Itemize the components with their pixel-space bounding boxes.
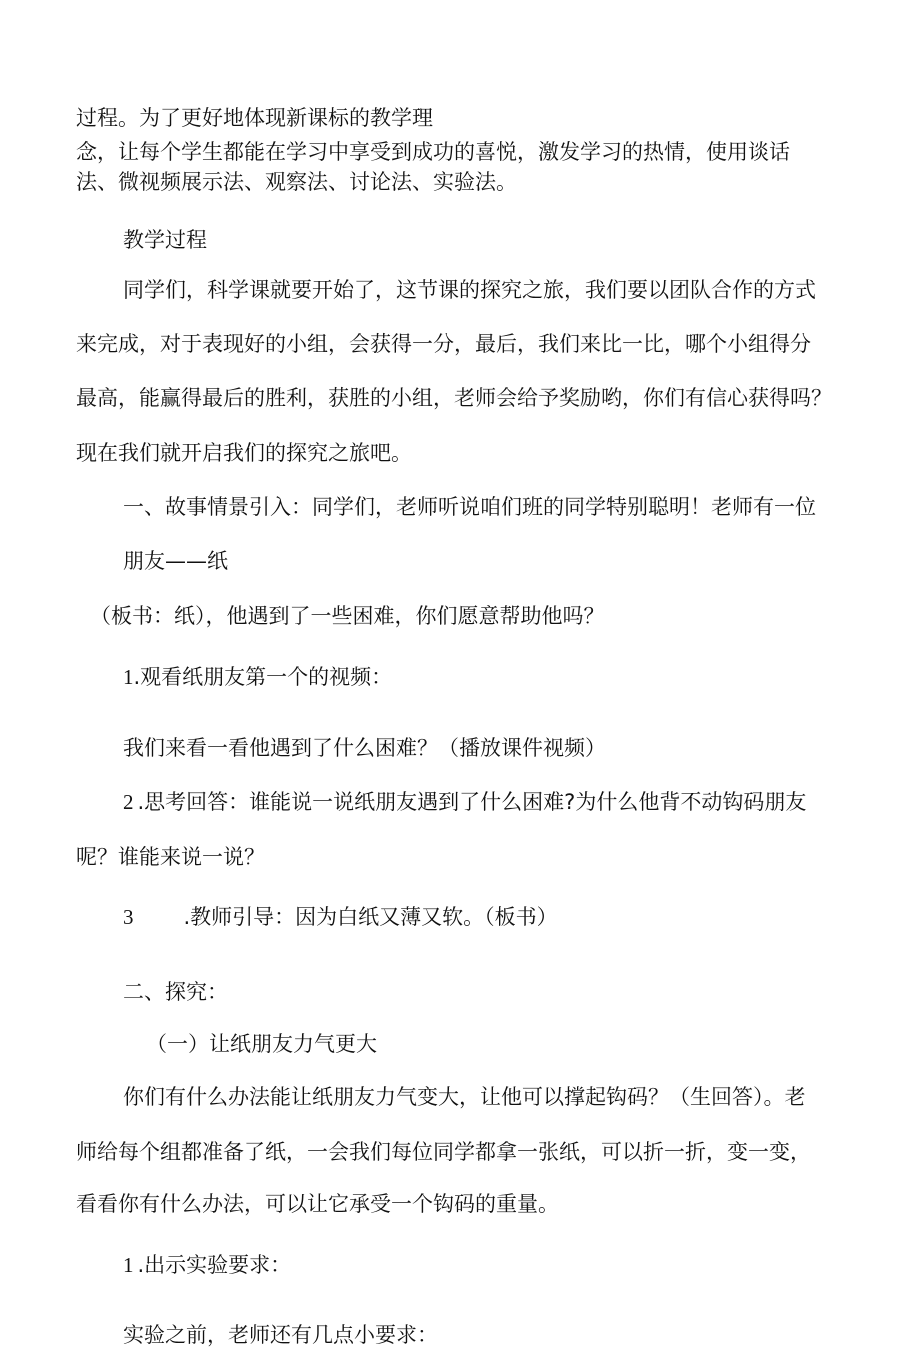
section2-step-1 bbox=[123, 1253, 291, 1278]
intro-line-2: 念，让每个学生都能在学习中享受到成功的喜悦，激发学习的热情，使用谈话 bbox=[76, 140, 790, 164]
step-text: .出示实验要求： bbox=[137, 1253, 292, 1277]
opening-line-4: 现在我们就开启我们的探究之旅吧。 bbox=[76, 441, 412, 465]
section1-step-1-detail: 我们来看一看他遇到了什么困难？（播放课件视频） bbox=[123, 736, 606, 760]
opening-line-2: 来完成，对于表现好的小组，会获得一分，最后，我们来比一比，哪个小组得分 bbox=[76, 332, 811, 356]
step-text: .教师引导：因为白纸又薄又软。（板书） bbox=[183, 905, 558, 929]
section1-step-3 bbox=[123, 905, 558, 930]
opening-line-3: 最高，能赢得最后的胜利，获胜的小组，老师会给予奖励哟，你们有信心获得吗？ bbox=[76, 386, 832, 410]
section1-step-2 bbox=[123, 790, 806, 815]
section1-step-2-continued: 呢？谁能来说一说？ bbox=[76, 845, 265, 869]
step-number: 2 bbox=[123, 790, 134, 814]
section1-step-1 bbox=[123, 665, 392, 690]
step-number: 3 bbox=[123, 905, 134, 929]
intro-line-3: 法、微视频展示法、观察法、讨论法、实验法。 bbox=[76, 170, 517, 194]
intro-line-1: 过程。为了更好地体现新课标的教学理 bbox=[76, 106, 433, 130]
opening-line-1: 同学们，科学课就要开始了，这节课的探究之旅，我们要以团队合作的方式 bbox=[123, 278, 816, 302]
step-number: 1 bbox=[123, 665, 134, 689]
section2-para-line-1: 你们有什么办法能让纸朋友力气变大，让他可以撑起钩码？（生回答）。老 bbox=[123, 1085, 806, 1109]
step-text: .思考回答：谁能说一说纸朋友遇到了什么困难?为什么他背不动钩码朋友 bbox=[137, 790, 807, 814]
section2-subheading: （一）让纸朋友力气更大 bbox=[146, 1032, 377, 1056]
process-heading: 教学过程 bbox=[123, 228, 207, 252]
step-text: .观看纸朋友第一个的视频： bbox=[133, 665, 393, 689]
section2-para-line-2: 师给每个组都准备了纸，一会我们每位同学都拿一张纸，可以折一折，变一变， bbox=[76, 1140, 811, 1164]
section2-heading: 二、探究： bbox=[123, 980, 228, 1004]
section1-line-3: （板书：纸），他遇到了一些困难，你们愿意帮助他吗？ bbox=[90, 604, 605, 628]
section2-step-1-detail: 实验之前，老师还有几点小要求： bbox=[123, 1323, 438, 1347]
section1-line-2: 朋友——纸 bbox=[123, 549, 228, 573]
step-number: 1 bbox=[123, 1253, 134, 1277]
section2-para-line-3: 看看你有什么办法，可以让它承受一个钩码的重量。 bbox=[76, 1192, 559, 1216]
section1-line-1: 一、故事情景引入：同学们，老师听说咱们班的同学特别聪明！老师有一位 bbox=[123, 495, 816, 519]
